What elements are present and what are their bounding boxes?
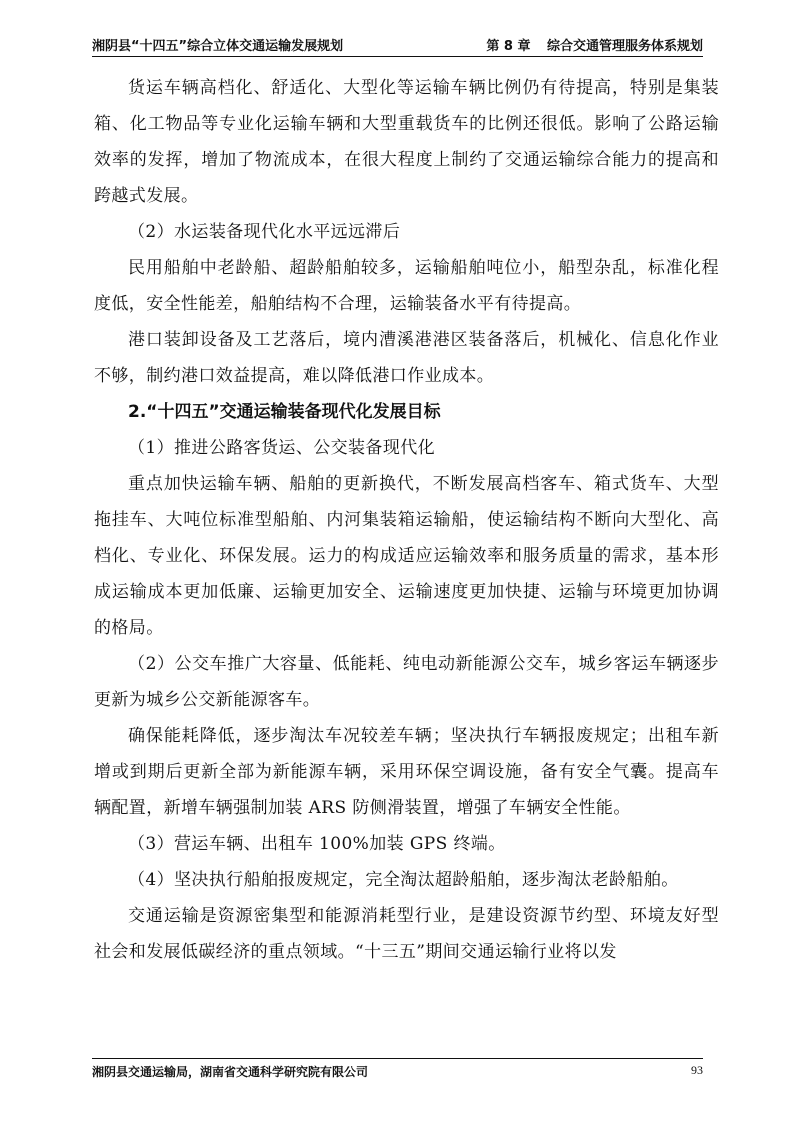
chapter-title: 综合交通管理服务体系规划 — [546, 39, 703, 54]
paragraph: 民用船舶中老龄船、超龄船舶较多，运输船舶吨位小，船型杂乱，标准化程度低，安全性能差，船舶结构不合理，运输装备水平有待提高。 — [94, 258, 719, 314]
paragraph: 交通运输是资源密集型和能源消耗型行业，是建设资源节约型、环境友好型社会和发展低碳经济的重点领域。“十三五”期间交通运输行业将以发 — [94, 906, 719, 962]
paragraph: （3）营运车辆、出租车 100%加装 GPS 终端。 — [128, 834, 506, 854]
subheading: （2）水运装备现代化水平远远滞后 — [128, 222, 401, 242]
section-heading: 2.“十四五”交通运输装备现代化发展目标 — [128, 402, 441, 422]
page-header — [92, 30, 703, 57]
paragraph: 货运车辆高档化、舒适化、大型化等运输车辆比例仍有待提高，特别是集装箱、化工物品等专业化运输车辆和大型重载货车的比例还很低。影响了公路运输效率的发挥，增加了物流成本，在很大程度上制约了交通运输综合能力的提高和跨越式发展。 — [94, 78, 719, 206]
paragraph: （4）坚决执行船舶报废规定，完全淘汰超龄船舶，逐步淘汰老龄船舶。 — [128, 870, 679, 890]
footer-organization: 湘阴县交通运输局，湖南省交通科学研究院有限公司 — [92, 1065, 369, 1079]
page-body — [94, 70, 719, 970]
page-footer — [92, 1058, 703, 1080]
chapter-number: 第 8 章 — [486, 39, 531, 54]
page-number: 93 — [691, 1063, 703, 1077]
subheading: （1）推进公路客货运、公交装备现代化 — [128, 438, 436, 458]
paragraph: 重点加快运输车辆、船舶的更新换代，不断发展高档客车、箱式货车、大型拖挂车、大吨位标准型船舶、内河集装箱运输船，使运输结构不断向大型化、高档化、专业化、环保发展。运力的构成适应运输效率和服务质量的需求，基本形成运输成本更加低廉、运输更加安全、运输速度更加快捷、运输与环境更加协调的格局。 — [94, 474, 719, 638]
paragraph: 确保能耗降低，逐步淘汰车况较差车辆；坚决执行车辆报废规定；出租车新增或到期后更新全部为新能源车辆，采用环保空调设施，备有安全气囊。提高车辆配置，新增车辆强制加装 ARS 防侧滑装置，增强了车辆安全性能。 — [94, 726, 719, 818]
chapter-info — [486, 35, 703, 54]
document-title: 湘阴县“十四五”综合立体交通运输发展规划 — [92, 39, 344, 54]
paragraph: 港口装卸设备及工艺落后，境内漕溪港港区装备落后，机械化、信息化作业不够，制约港口效益提高，难以降低港口作业成本。 — [94, 330, 719, 386]
paragraph: （2）公交车推广大容量、低能耗、纯电动新能源公交车，城乡客运车辆逐步更新为城乡公交新能源客车。 — [94, 654, 719, 710]
